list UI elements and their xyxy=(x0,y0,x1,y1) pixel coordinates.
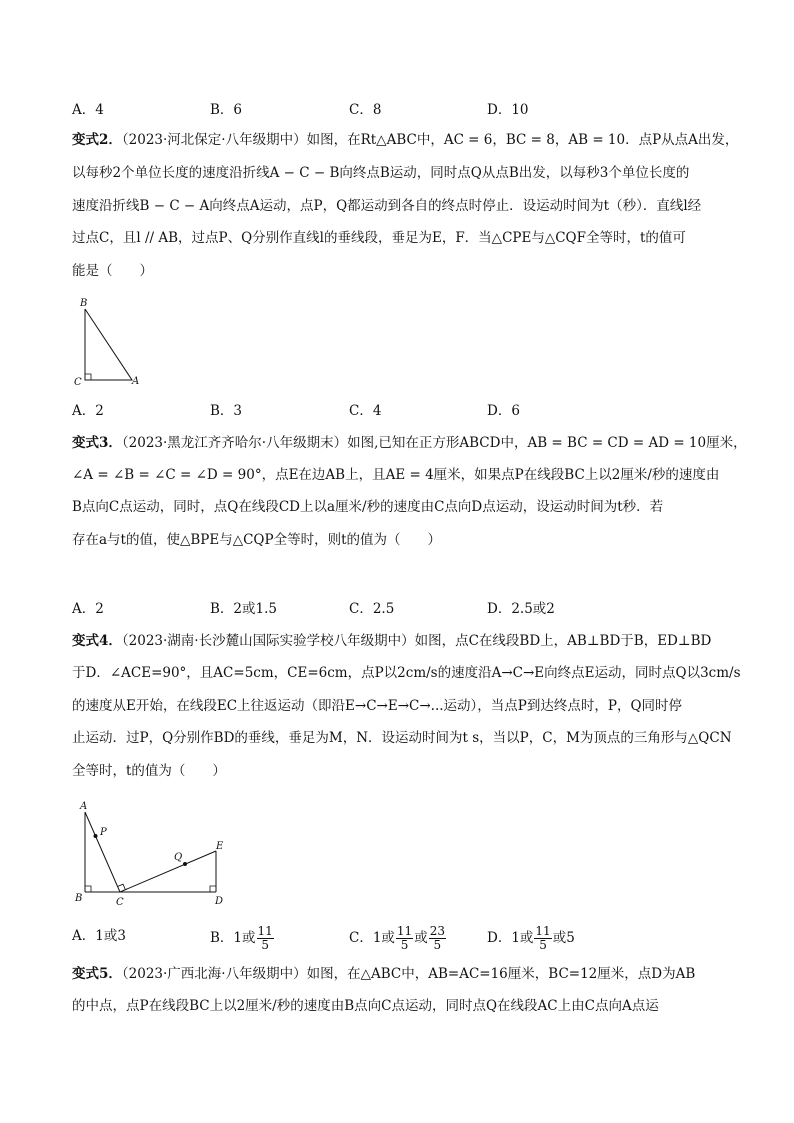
q3-line-4: 存在a与t的值，使△BPE与△CQP全等时，则t的值为（ ） xyxy=(72,532,442,548)
q4-line-3: 的速度从E开始，在线段EC上往返运动（即沿E→C→E→C→...运动），当点P到达终点时，P，Q同时停 xyxy=(72,698,683,714)
q4-option-a: A．1或3 xyxy=(72,928,126,944)
q4-c-fraction-2: $\frac{23}{5}$ xyxy=(429,924,445,952)
q2-triangle xyxy=(85,309,132,380)
q1-option-d: D．10 xyxy=(487,102,529,118)
q2-line-3: 速度沿折线B − C − A向终点A运动，点P，Q都运动到各自的终点时停止．设运动时间为t（秒）．直线l经 xyxy=(72,198,702,214)
q2-line-5: 能是（ ） xyxy=(72,263,153,279)
q1-options xyxy=(72,99,722,121)
q3-label: 变式3． xyxy=(72,435,122,451)
q4-option-d: D．1或 $\frac{11}{5}$ 或5 xyxy=(487,924,575,952)
q2-option-b: B．3 xyxy=(210,403,243,419)
q3-option-b: B．2或1.5 xyxy=(210,601,277,617)
q4-b-fraction: $\frac{11}{5}$ xyxy=(257,924,273,952)
q4-right-angle-d xyxy=(210,886,216,892)
q2-option-a: A．2 xyxy=(72,403,104,419)
q4-c-fraction-1: $\frac{11}{5}$ xyxy=(396,924,413,952)
q4-line-5: 全等时，t的值为（ ） xyxy=(72,763,226,779)
q4-label-c: C xyxy=(116,897,124,908)
q4-figure xyxy=(70,795,240,910)
q2-option-c: C．4 xyxy=(349,403,382,419)
q4-point-p xyxy=(94,834,98,838)
q4-options xyxy=(72,915,722,955)
q5-line-2: 的中点，点P在线段BC上以2厘米/秒的速度由B点向C点运动，同时点Q在线段AC上由C点向A点运 xyxy=(72,998,659,1014)
q2-options xyxy=(72,400,722,422)
q4-right-angle-b xyxy=(85,886,91,892)
q4-line-1: 变式4．（2023·湖南·长沙麓山国际实验学校八年级期中）如图，点C在线段BD上，AB⊥BD于B，ED⊥BD xyxy=(72,633,712,649)
q4-option-b: B．1或 $\frac{11}{5}$ xyxy=(210,924,273,952)
q4-option-c: C．1或 $\frac{11}{5}$ 或 $\frac{23}{5}$ xyxy=(349,924,445,952)
q3-option-d: D．2.5或2 xyxy=(487,601,555,617)
q2-label-a: A xyxy=(132,376,140,387)
q2-line-4: 过点C，且l // AB，过点P、Q分别作直线l的垂线段，垂足为E，F．当△CPE与△CQF全等时，t的值可 xyxy=(72,230,686,246)
q4-label-b: B xyxy=(75,893,83,904)
q4-d-fraction: $\frac{11}{5}$ xyxy=(535,924,551,952)
q2-option-d: D．6 xyxy=(487,403,520,419)
q1-option-b: B．6 xyxy=(210,102,243,118)
q3-option-c: C．2.5 xyxy=(349,601,395,617)
q4-label: 变式4． xyxy=(72,633,122,649)
q2-label-b: B xyxy=(80,298,88,309)
q3-line-2: ∠A = ∠B = ∠C = ∠D = 90°，点E在边AB上，且AE = 4厘米，如果点P在线段BC上以2厘米/秒的速度由 xyxy=(72,467,720,483)
q1-option-c: C．8 xyxy=(349,102,382,118)
q4-label-a: A xyxy=(80,801,88,812)
q4-line-4: 止运动．过P，Q分别作BD的垂线，垂足为M，N．设运动时间为t s，当以P，C，M为顶点的三角形与△QCN xyxy=(72,730,732,746)
q3-line-1: 变式3．（2023·黑龙江齐齐哈尔·八年级期末）如图,已知在正方形ABCD中，AB = BC = CD = AD = 10厘米， xyxy=(72,435,747,451)
q2-line-1: 变式2．（2023·河北保定·八年级期中）如图，在Rt△ABC中，AC = 6，BC = 8，AB = 10．点P从点A出发， xyxy=(72,132,739,148)
q5-label: 变式5． xyxy=(72,966,122,982)
q4-label-q: Q xyxy=(174,852,183,863)
q3-option-a: A．2 xyxy=(72,601,104,617)
q4-label-d: D xyxy=(215,896,224,907)
q1-option-a: A．4 xyxy=(72,102,104,118)
q3-line-3: B点向C点运动，同时，点Q在线段CD上以a厘米/秒的速度由C点向D点运动，设运动时间为t秒．若 xyxy=(72,499,664,515)
q4-label-e: E xyxy=(216,841,224,852)
q4-point-q xyxy=(183,862,187,866)
q5-line-1: 变式5．（2023·广西北海·八年级期中）如图，在△ABC中，AB=AC=16厘米，BC=12厘米，点D为AB xyxy=(72,966,696,982)
q3-options xyxy=(72,598,722,620)
q2-triangle-figure xyxy=(70,295,150,390)
q2-label-c: C xyxy=(74,377,82,388)
q2-right-angle-mark xyxy=(85,374,91,380)
q4-line-2: 于D．∠ACE=90°，且AC=5cm，CE=6cm，点P以2cm/s的速度沿A→C→E向终点E运动，同时点Q以3cm/s xyxy=(72,665,741,681)
q4-label-p: P xyxy=(100,827,107,838)
q2-line-2: 以每秒2个单位长度的速度沿折线A − C − B向终点B运动，同时点Q从点B出发，以每秒3个单位长度的 xyxy=(72,165,690,181)
q2-label: 变式2． xyxy=(72,132,122,148)
